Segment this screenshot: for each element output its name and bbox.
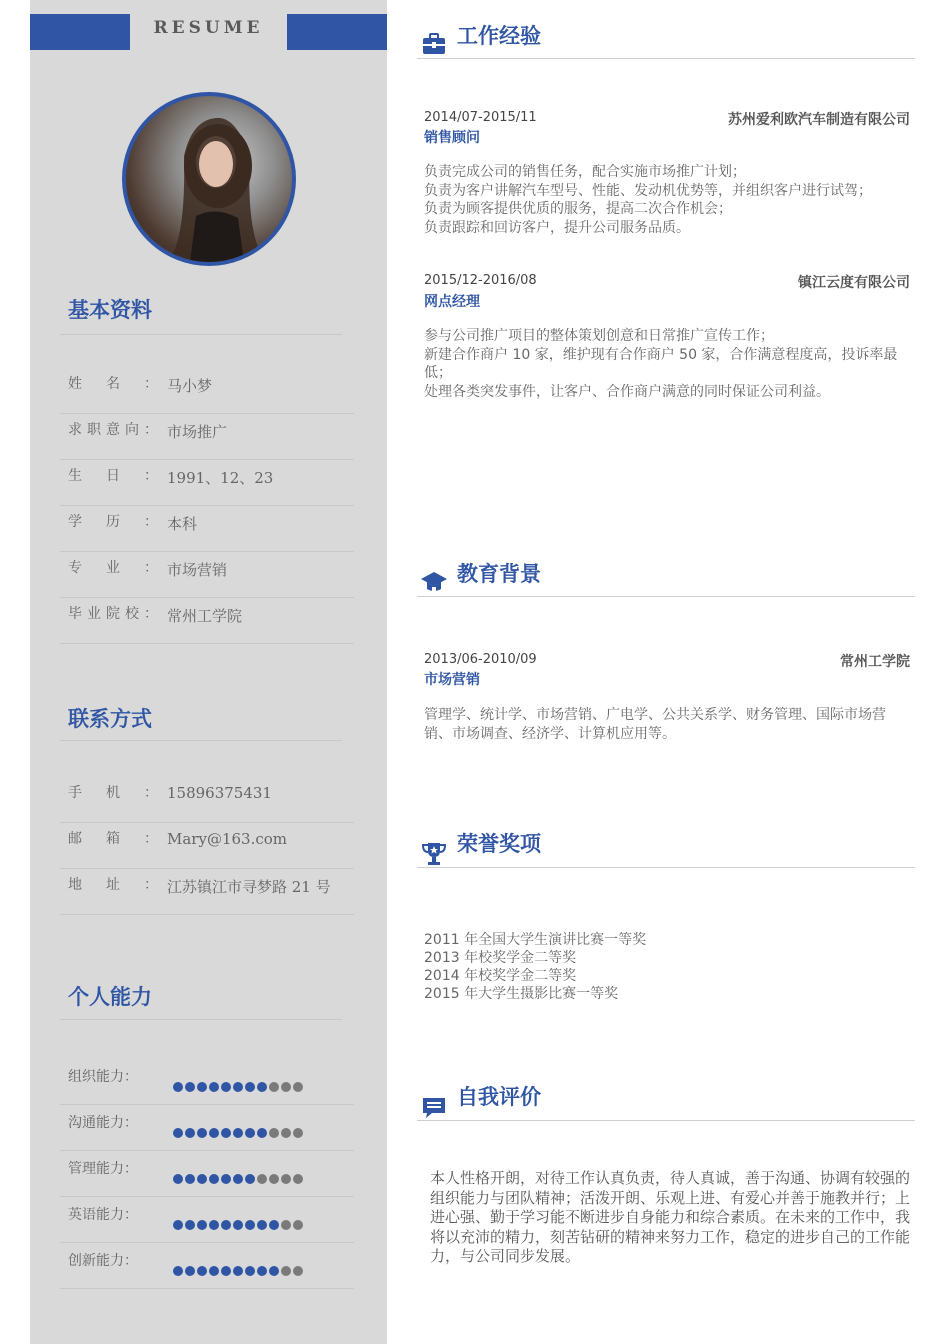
skill-label: 创新能力： [68, 1253, 138, 1269]
rating-dot-filled [209, 1220, 219, 1230]
self-evaluation-heading: 自我评价 [457, 1085, 541, 1109]
rating-dot-filled [173, 1082, 183, 1092]
job-date: 2014/07-2015/11 [424, 110, 537, 125]
portrait-image [126, 96, 292, 262]
rating-dot-empty [281, 1174, 291, 1184]
rating-dot-filled [245, 1082, 255, 1092]
divider [417, 58, 915, 59]
rating-dot-filled [185, 1266, 195, 1276]
rating-dot-filled [257, 1220, 267, 1230]
header-bar-left [30, 14, 130, 50]
info-row [60, 551, 354, 598]
rating-dot-filled [221, 1266, 231, 1276]
description-line: 负责为客户讲解汽车型号、性能、发动机优势等，并组织客户进行试驾； [424, 182, 872, 199]
rating-dot-filled [269, 1220, 279, 1230]
education-date: 2013/06-2010/09 [424, 652, 537, 667]
basic-info-heading: 基本资料 [68, 298, 152, 322]
skill-label: 英语能力： [68, 1207, 138, 1223]
rating-dot-filled [233, 1220, 243, 1230]
info-label: 手机： [68, 785, 158, 801]
rating-dot-empty [281, 1128, 291, 1138]
info-row [60, 868, 354, 915]
header-bar-right [287, 14, 387, 50]
description-line: 负责为顾客提供优质的服务，提高二次合作机会； [424, 201, 732, 217]
rating-dot-filled [233, 1266, 243, 1276]
rating-dot-filled [197, 1266, 207, 1276]
info-row [60, 413, 354, 460]
chat-bubble-icon [420, 1094, 448, 1122]
rating-dot-filled [257, 1128, 267, 1138]
info-value: 常州工学院 [167, 607, 243, 625]
info-value: 江苏镇江市寻梦路 21 号 [167, 878, 331, 896]
rating-dot-empty [269, 1128, 279, 1138]
skill-row [60, 1150, 354, 1197]
rating-dot-empty [293, 1082, 303, 1092]
honor-item: 2011 年全国大学生演讲比赛一等奖 [424, 932, 647, 948]
description-line: 新建合作商户 10 家，维护现有合作商户 50 家，合作满意程度高，投诉率最低； [424, 346, 898, 381]
rating-dot-filled [221, 1128, 231, 1138]
rating-dot-filled [173, 1174, 183, 1184]
description-line: 负责跟踪和回访客户，提升公司服务品质。 [424, 219, 690, 236]
rating-dot-filled [209, 1082, 219, 1092]
rating-dot-empty [293, 1174, 303, 1184]
rating-dot-filled [221, 1220, 231, 1230]
info-row [60, 367, 354, 414]
skills-heading: 个人能力 [68, 985, 152, 1009]
honors-list [424, 931, 646, 1003]
rating-dot-filled [221, 1174, 231, 1184]
rating-dot-filled [197, 1128, 207, 1138]
divider [60, 1019, 342, 1020]
rating-dot-filled [197, 1082, 207, 1092]
info-row [60, 597, 354, 644]
info-row [60, 459, 354, 506]
rating-dot-empty [257, 1174, 267, 1184]
job-company: 苏州爱利欧汽车制造有限公司 [728, 112, 910, 128]
education-major: 市场营销 [424, 672, 480, 688]
rating-dot-filled [185, 1220, 195, 1230]
skill-rating [173, 1082, 303, 1092]
info-label: 学历： [68, 514, 158, 530]
rating-dot-filled [233, 1082, 243, 1092]
rating-dot-filled [197, 1220, 207, 1230]
rating-dot-filled [245, 1266, 255, 1276]
briefcase-icon [420, 30, 448, 58]
skill-rating [173, 1128, 303, 1138]
info-value: Mary@163.com [167, 830, 287, 848]
info-label: 地址： [68, 877, 158, 893]
rating-dot-filled [185, 1082, 195, 1092]
skill-rating [173, 1174, 303, 1184]
job-description [424, 163, 910, 237]
rating-dot-empty [293, 1128, 303, 1138]
education-courses: 管理学、统计学、市场营销、广电学、公共关系学、财务管理、国际市场营销、市场调查、经济学、计算机应用等。 [424, 707, 886, 742]
description-line: 负责完成公司的销售任务，配合实施市场推广计划； [424, 164, 746, 180]
rating-dot-filled [257, 1082, 267, 1092]
self-evaluation-text: 本人性格开朗，对待工作认真负责，待人真诚，善于沟通、协调有较强的组织能力与团队精神；活泼开朗、乐观上进、有爱心并善于施教并行；上进心强、勤于学习能不断进步自身能力和综合素质。在未来的工作中，我将以充沛的精力，刻苦钻研的精神来努力工作，稳定的进步自己的工作能力，与公司同步发展。 [430, 1169, 911, 1265]
info-row [60, 505, 354, 552]
skill-label: 沟通能力： [68, 1115, 138, 1131]
rating-dot-filled [209, 1266, 219, 1276]
honor-item: 2013 年校奖学金二等奖 [424, 950, 577, 966]
divider [60, 740, 342, 741]
info-label: 生日： [68, 468, 158, 484]
job-company: 镇江云度有限公司 [798, 275, 910, 291]
honors-heading: 荣誉奖项 [457, 832, 541, 856]
info-label: 姓名： [68, 376, 158, 392]
info-label: 毕业院校： [68, 606, 158, 622]
rating-dot-empty [281, 1220, 291, 1230]
rating-dot-filled [257, 1266, 267, 1276]
trophy-icon [420, 840, 448, 868]
rating-dot-filled [185, 1128, 195, 1138]
rating-dot-filled [245, 1128, 255, 1138]
rating-dot-filled [173, 1128, 183, 1138]
rating-dot-filled [245, 1220, 255, 1230]
skill-label: 组织能力： [68, 1069, 138, 1085]
skill-rating [173, 1266, 303, 1276]
skill-row [60, 1058, 354, 1105]
avatar-photo [122, 92, 296, 266]
rating-dot-filled [233, 1174, 243, 1184]
contact-heading: 联系方式 [68, 707, 152, 731]
resume-title: RESUME [153, 18, 264, 38]
rating-dot-filled [185, 1174, 195, 1184]
skill-row [60, 1104, 354, 1151]
skill-rating [173, 1220, 303, 1230]
info-value: 马小梦 [167, 377, 213, 395]
rating-dot-empty [281, 1082, 291, 1092]
divider [60, 334, 342, 335]
job-description [424, 327, 910, 401]
divider [417, 1120, 915, 1121]
divider [417, 867, 915, 868]
education-school: 常州工学院 [840, 654, 910, 670]
divider [417, 596, 915, 597]
honor-item: 2015 年大学生摄影比赛一等奖 [424, 986, 619, 1002]
info-row [60, 822, 354, 869]
info-label: 专业： [68, 560, 158, 576]
description-line: 参与公司推广项目的整体策划创意和日常推广宣传工作； [424, 328, 774, 344]
rating-dot-filled [221, 1082, 231, 1092]
honor-item: 2014 年校奖学金二等奖 [424, 968, 577, 984]
skill-label: 管理能力： [68, 1161, 138, 1177]
skill-row [60, 1196, 354, 1243]
graduation-cap-icon [420, 568, 448, 596]
skill-row [60, 1242, 354, 1289]
work-heading: 工作经验 [457, 24, 541, 48]
job-title: 网点经理 [424, 294, 480, 310]
info-value: 市场推广 [167, 423, 228, 441]
rating-dot-filled [209, 1128, 219, 1138]
rating-dot-filled [197, 1174, 207, 1184]
education-heading: 教育背景 [457, 562, 541, 586]
job-title: 销售顾问 [424, 130, 480, 146]
rating-dot-empty [293, 1266, 303, 1276]
rating-dot-filled [233, 1128, 243, 1138]
description-line: 处理各类突发事件，让客户、合作商户满意的同时保证公司利益。 [424, 383, 830, 400]
job-date: 2015/12-2016/08 [424, 273, 537, 288]
info-label: 求职意向： [68, 422, 158, 438]
rating-dot-filled [173, 1266, 183, 1276]
rating-dot-filled [269, 1266, 279, 1276]
rating-dot-empty [269, 1082, 279, 1092]
info-value: 1991、12、23 [167, 469, 274, 487]
info-row [60, 776, 354, 823]
rating-dot-filled [245, 1174, 255, 1184]
rating-dot-empty [281, 1266, 291, 1276]
rating-dot-filled [209, 1174, 219, 1184]
rating-dot-filled [173, 1220, 183, 1230]
info-label: 邮箱： [68, 831, 158, 847]
rating-dot-empty [293, 1220, 303, 1230]
info-value: 本科 [167, 515, 198, 533]
info-value: 15896375431 [167, 784, 272, 802]
rating-dot-empty [269, 1174, 279, 1184]
info-value: 市场营销 [167, 561, 228, 579]
